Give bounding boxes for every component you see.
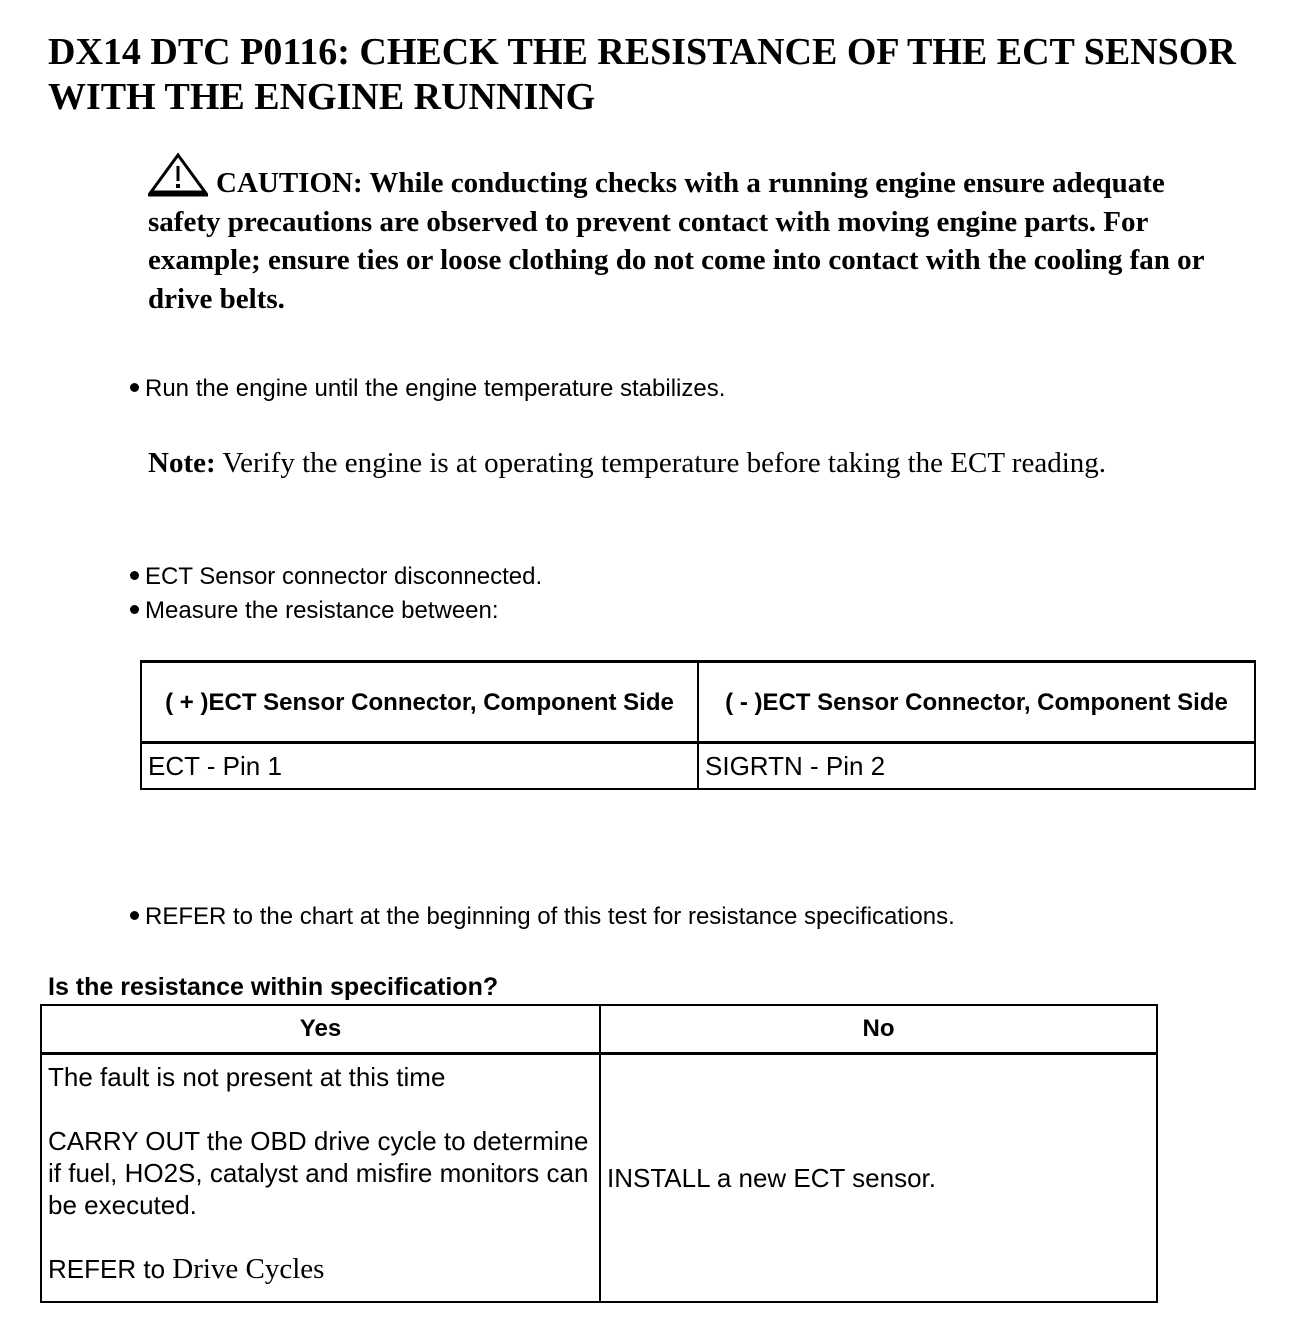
note-block bbox=[148, 444, 1188, 482]
list-item bbox=[130, 374, 725, 404]
no-cell: INSTALL a new ECT sensor. bbox=[600, 1054, 1157, 1303]
table-row bbox=[141, 743, 1255, 790]
list-item bbox=[130, 562, 542, 592]
list-item bbox=[130, 596, 499, 626]
refer-line bbox=[48, 1253, 593, 1285]
answer-table bbox=[40, 1004, 1158, 1303]
column-header-negative: ( - )ECT Sensor Connector, Component Side bbox=[698, 662, 1255, 743]
refer-prefix: REFER to bbox=[48, 1254, 173, 1284]
bullet-icon bbox=[130, 571, 139, 580]
warning-triangle-icon bbox=[148, 152, 208, 198]
yes-cell bbox=[41, 1054, 600, 1303]
caution-block bbox=[148, 152, 1228, 318]
table-header-row bbox=[141, 662, 1255, 743]
yes-paragraph: CARRY OUT the OBD drive cycle to determine if fuel, HO2S, catalyst and misfire monitors can be executed. bbox=[48, 1126, 589, 1220]
caution-text: CAUTION: While conducting checks with a running engine ensure adequate safety precautions are observed to prevent contact with moving engine parts. For example; ensure ties or loose clothing do not come into contact with the cooling fan or drive belts. bbox=[148, 167, 1204, 315]
column-header-yes: Yes bbox=[41, 1005, 600, 1054]
bullet-text: Run the engine until the engine temperature stabilizes. bbox=[145, 375, 726, 402]
column-header-no: No bbox=[600, 1005, 1157, 1054]
bullet-icon bbox=[130, 383, 139, 392]
table-cell: SIGRTN - Pin 2 bbox=[698, 743, 1255, 790]
bullet-icon bbox=[130, 911, 139, 920]
page-title: DX14 DTC P0116: CHECK THE RESISTANCE OF THE ECT SENSOR WITH THE ENGINE RUNNING bbox=[48, 31, 1236, 118]
bullet-icon bbox=[130, 605, 139, 614]
table-row bbox=[41, 1054, 1157, 1303]
question-heading: Is the resistance within specification? bbox=[48, 973, 499, 1001]
bullet-text: Measure the resistance between: bbox=[145, 597, 499, 624]
table-header-row bbox=[41, 1005, 1157, 1054]
note-label: Note: bbox=[148, 447, 216, 479]
bullet-text: REFER to the chart at the beginning of this test for resistance specifications. bbox=[145, 903, 955, 930]
yes-paragraph: The fault is not present at this time bbox=[48, 1062, 446, 1092]
bullet-text: ECT Sensor connector disconnected. bbox=[145, 563, 543, 590]
list-item bbox=[130, 902, 955, 932]
table-cell: ECT - Pin 1 bbox=[141, 743, 698, 790]
drive-cycles-link[interactable]: Drive Cycles bbox=[172, 1253, 325, 1285]
note-text: Verify the engine is at operating temperature before taking the ECT reading. bbox=[215, 447, 1107, 479]
column-header-positive: ( + )ECT Sensor Connector, Component Side bbox=[141, 662, 698, 743]
resistance-measurement-table bbox=[140, 660, 1256, 790]
